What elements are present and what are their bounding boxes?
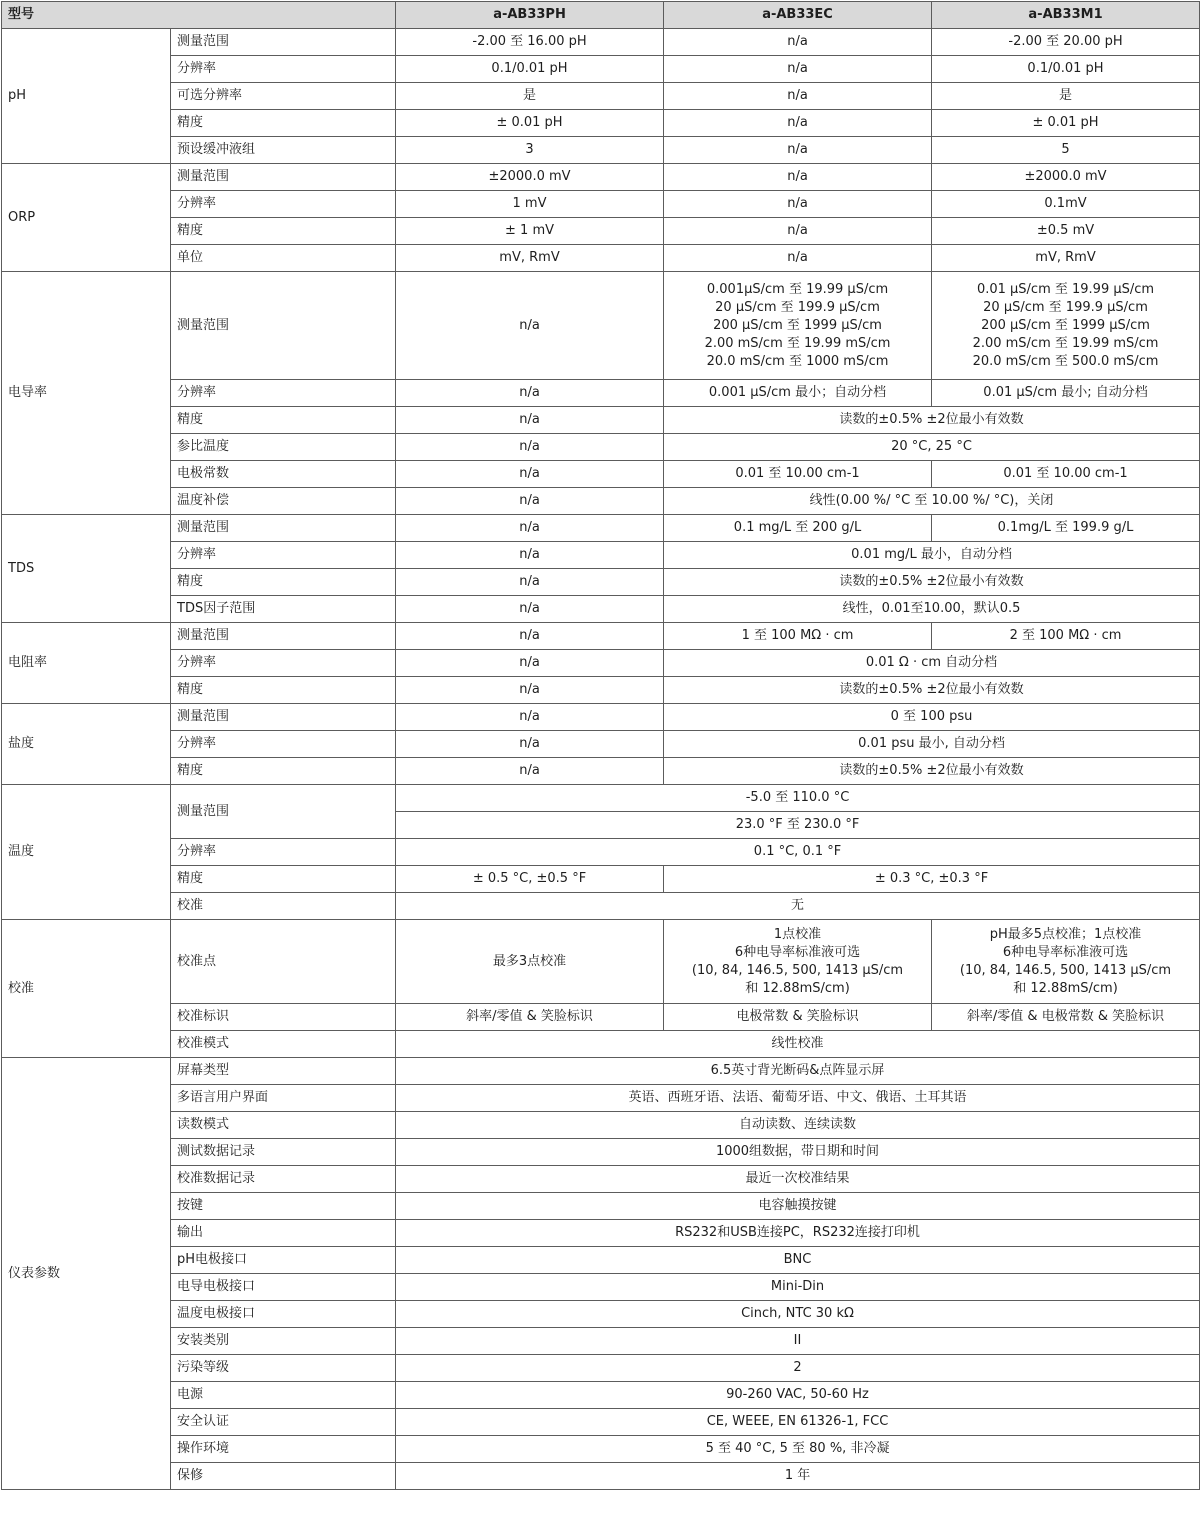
- value-cell: mV, RmV: [396, 245, 664, 272]
- param-label: 输出: [171, 1220, 396, 1247]
- group-label: 盐度: [2, 704, 171, 785]
- value-cell: 最近一次校准结果: [396, 1166, 1200, 1193]
- param-label: 精度: [171, 758, 396, 785]
- value-cell: 0.01 μS/cm 最小; 自动分档: [932, 380, 1200, 407]
- value-cell: n/a: [664, 110, 932, 137]
- value-cell: ± 0.3 °C, ±0.3 °F: [664, 866, 1200, 893]
- value-cell: RS232和USB连接PC，RS232连接打印机: [396, 1220, 1200, 1247]
- table-row: [2, 218, 1200, 245]
- value-cell: 23.0 °F 至 230.0 °F: [396, 812, 1200, 839]
- value-cell: 读数的±0.5% ±2位最小有效数: [664, 677, 1200, 704]
- value-cell: 1点校准 6种电导率标准液可选 (10, 84, 146.5, 500, 1413 μS/cm 和 12.88mS/cm): [664, 920, 932, 1004]
- value-cell: pH最多5点校准；1点校准 6种电导率标准液可选 (10, 84, 146.5, 500, 1413 μS/cm 和 12.88mS/cm): [932, 920, 1200, 1004]
- value-cell: 是: [396, 83, 664, 110]
- param-label: TDS因子范围: [171, 596, 396, 623]
- model-header-3: a-AB33M1: [932, 2, 1200, 29]
- value-cell: n/a: [396, 704, 664, 731]
- value-cell: n/a: [396, 515, 664, 542]
- table-row: [2, 1328, 1200, 1355]
- table-row: [2, 1004, 1200, 1031]
- value-cell: 线性校准: [396, 1031, 1200, 1058]
- param-label: 校准: [171, 893, 396, 920]
- table-row: [2, 461, 1200, 488]
- table-row: [2, 542, 1200, 569]
- value-cell: n/a: [664, 83, 932, 110]
- param-label: 校准数据记录: [171, 1166, 396, 1193]
- value-cell: 20 °C, 25 °C: [664, 434, 1200, 461]
- param-label: 测试数据记录: [171, 1139, 396, 1166]
- value-cell: 读数的±0.5% ±2位最小有效数: [664, 758, 1200, 785]
- spec-body: [2, 29, 1200, 1490]
- value-cell: ± 0.01 pH: [396, 110, 664, 137]
- value-cell: 0.01 μS/cm 至 19.99 μS/cm 20 μS/cm 至 199.9 μS/cm 200 μS/cm 至 1999 μS/cm 2.00 mS/cm 至 19.99 mS/cm 20.0 mS/cm 至 500.0 mS/cm: [932, 272, 1200, 380]
- param-label: 温度电极接口: [171, 1301, 396, 1328]
- param-label: 分辨率: [171, 191, 396, 218]
- value-cell: n/a: [664, 56, 932, 83]
- table-row: [2, 137, 1200, 164]
- value-cell: n/a: [396, 461, 664, 488]
- table-row: [2, 785, 1200, 812]
- value-cell: n/a: [396, 677, 664, 704]
- table-row: [2, 1301, 1200, 1328]
- table-row: [2, 731, 1200, 758]
- table-row: [2, 1220, 1200, 1247]
- value-cell: 0.001 μS/cm 最小；自动分档: [664, 380, 932, 407]
- group-label: TDS: [2, 515, 171, 623]
- group-label: 校准: [2, 920, 171, 1058]
- value-cell: 0.01 Ω · cm 自动分档: [664, 650, 1200, 677]
- param-label: 分辨率: [171, 731, 396, 758]
- param-label: 污染等级: [171, 1355, 396, 1382]
- table-row: [2, 677, 1200, 704]
- param-label: 精度: [171, 866, 396, 893]
- value-cell: -2.00 至 16.00 pH: [396, 29, 664, 56]
- table-row: [2, 1112, 1200, 1139]
- param-label: 精度: [171, 407, 396, 434]
- table-row: [2, 380, 1200, 407]
- table-row: [2, 488, 1200, 515]
- value-cell: 0.1/0.01 pH: [396, 56, 664, 83]
- value-cell: Cinch, NTC 30 kΩ: [396, 1301, 1200, 1328]
- param-label: 安装类别: [171, 1328, 396, 1355]
- param-label: 测量范围: [171, 272, 396, 380]
- group-label: ORP: [2, 164, 171, 272]
- table-row: [2, 245, 1200, 272]
- value-cell: n/a: [396, 380, 664, 407]
- table-row: [2, 434, 1200, 461]
- table-row: [2, 1139, 1200, 1166]
- param-label: 分辨率: [171, 56, 396, 83]
- param-label: 屏幕类型: [171, 1058, 396, 1085]
- param-label: 读数模式: [171, 1112, 396, 1139]
- value-cell: n/a: [664, 29, 932, 56]
- table-row: [2, 1382, 1200, 1409]
- table-row: [2, 164, 1200, 191]
- group-label: 电阻率: [2, 623, 171, 704]
- param-label: 温度补偿: [171, 488, 396, 515]
- value-cell: 斜率/零值 & 电极常数 & 笑脸标识: [932, 1004, 1200, 1031]
- value-cell: 5: [932, 137, 1200, 164]
- value-cell: 斜率/零值 & 笑脸标识: [396, 1004, 664, 1031]
- param-label: 电源: [171, 1382, 396, 1409]
- value-cell: 0.01 至 10.00 cm-1: [932, 461, 1200, 488]
- table-row: [2, 1247, 1200, 1274]
- table-row: [2, 1166, 1200, 1193]
- value-cell: n/a: [664, 218, 932, 245]
- table-row: [2, 1355, 1200, 1382]
- value-cell: n/a: [664, 191, 932, 218]
- param-label: 预设缓冲液组: [171, 137, 396, 164]
- value-cell: n/a: [664, 137, 932, 164]
- param-label: 按键: [171, 1193, 396, 1220]
- value-cell: 2: [396, 1355, 1200, 1382]
- value-cell: 无: [396, 893, 1200, 920]
- model-header-1: a-AB33PH: [396, 2, 664, 29]
- group-label: pH: [2, 29, 171, 164]
- table-row: [2, 1058, 1200, 1085]
- spec-table: [1, 1, 1200, 1490]
- table-row: [2, 920, 1200, 1004]
- value-cell: 读数的±0.5% ±2位最小有效数: [664, 407, 1200, 434]
- value-cell: n/a: [396, 569, 664, 596]
- param-label: 校准点: [171, 920, 396, 1004]
- value-cell: 0 至 100 psu: [664, 704, 1200, 731]
- table-row: [2, 191, 1200, 218]
- table-row: [2, 839, 1200, 866]
- table-row: [2, 1031, 1200, 1058]
- table-row: [2, 1085, 1200, 1112]
- value-cell: 0.1mg/L 至 199.9 g/L: [932, 515, 1200, 542]
- value-cell: 2 至 100 MΩ · cm: [932, 623, 1200, 650]
- value-cell: -2.00 至 20.00 pH: [932, 29, 1200, 56]
- table-row: [2, 272, 1200, 380]
- param-label: 可选分辨率: [171, 83, 396, 110]
- table-row: [2, 29, 1200, 56]
- param-label: 单位: [171, 245, 396, 272]
- value-cell: 线性，0.01至10.00，默认0.5: [664, 596, 1200, 623]
- value-cell: 6.5英寸背光断码&点阵显示屏: [396, 1058, 1200, 1085]
- value-cell: 5 至 40 °C, 5 至 80 %, 非冷凝: [396, 1436, 1200, 1463]
- param-label: 电极常数: [171, 461, 396, 488]
- table-row: [2, 893, 1200, 920]
- value-cell: ±2000.0 mV: [932, 164, 1200, 191]
- param-label: 分辨率: [171, 380, 396, 407]
- param-label: 分辨率: [171, 839, 396, 866]
- table-row: [2, 704, 1200, 731]
- param-label: 分辨率: [171, 542, 396, 569]
- param-label: 保修: [171, 1463, 396, 1490]
- table-row: [2, 758, 1200, 785]
- value-cell: ±0.5 mV: [932, 218, 1200, 245]
- value-cell: n/a: [664, 164, 932, 191]
- param-label: pH电极接口: [171, 1247, 396, 1274]
- table-row: [2, 1436, 1200, 1463]
- value-cell: 3: [396, 137, 664, 164]
- param-label: 精度: [171, 218, 396, 245]
- value-cell: CE, WEEE, EN 61326-1, FCC: [396, 1409, 1200, 1436]
- param-label: 测量范围: [171, 29, 396, 56]
- group-label: 电导率: [2, 272, 171, 515]
- table-row: [2, 1274, 1200, 1301]
- table-row: [2, 83, 1200, 110]
- table-row: [2, 596, 1200, 623]
- table-row: [2, 866, 1200, 893]
- param-label: 测量范围: [171, 515, 396, 542]
- table-row: [2, 56, 1200, 83]
- param-label: 测量范围: [171, 785, 396, 839]
- table-row: [2, 1193, 1200, 1220]
- value-cell: n/a: [664, 245, 932, 272]
- value-cell: n/a: [396, 623, 664, 650]
- table-row: [2, 650, 1200, 677]
- value-cell: n/a: [396, 731, 664, 758]
- value-cell: 1 mV: [396, 191, 664, 218]
- param-label: 电导电极接口: [171, 1274, 396, 1301]
- value-cell: 0.001μS/cm 至 19.99 μS/cm 20 μS/cm 至 199.9 μS/cm 200 μS/cm 至 1999 μS/cm 2.00 mS/cm 至 19.99 mS/cm 20.0 mS/cm 至 1000 mS/cm: [664, 272, 932, 380]
- table-row: [2, 515, 1200, 542]
- table-row: [2, 110, 1200, 137]
- value-cell: 电极常数 & 笑脸标识: [664, 1004, 932, 1031]
- value-cell: n/a: [396, 488, 664, 515]
- param-label: 精度: [171, 677, 396, 704]
- header-row: [2, 2, 1200, 29]
- param-label: 精度: [171, 110, 396, 137]
- value-cell: 0.1 °C, 0.1 °F: [396, 839, 1200, 866]
- value-cell: ± 0.5 °C, ±0.5 °F: [396, 866, 664, 893]
- group-label: 仪表参数: [2, 1058, 171, 1490]
- value-cell: n/a: [396, 542, 664, 569]
- value-cell: 最多3点校准: [396, 920, 664, 1004]
- value-cell: ± 1 mV: [396, 218, 664, 245]
- value-cell: ±2000.0 mV: [396, 164, 664, 191]
- param-label: 操作环境: [171, 1436, 396, 1463]
- value-cell: 0.1/0.01 pH: [932, 56, 1200, 83]
- value-cell: 0.01 mg/L 最小，自动分档: [664, 542, 1200, 569]
- param-label: 校准模式: [171, 1031, 396, 1058]
- param-label: 测量范围: [171, 164, 396, 191]
- value-cell: n/a: [396, 272, 664, 380]
- table-row: [2, 1409, 1200, 1436]
- value-cell: n/a: [396, 758, 664, 785]
- model-header-2: a-AB33EC: [664, 2, 932, 29]
- value-cell: n/a: [396, 434, 664, 461]
- group-label: 温度: [2, 785, 171, 920]
- value-cell: II: [396, 1328, 1200, 1355]
- value-cell: 1 年: [396, 1463, 1200, 1490]
- value-cell: n/a: [396, 407, 664, 434]
- value-cell: 0.1 mg/L 至 200 g/L: [664, 515, 932, 542]
- table-row: [2, 569, 1200, 596]
- value-cell: BNC: [396, 1247, 1200, 1274]
- value-cell: mV, RmV: [932, 245, 1200, 272]
- param-label: 参比温度: [171, 434, 396, 461]
- value-cell: 自动读数、连续读数: [396, 1112, 1200, 1139]
- value-cell: 读数的±0.5% ±2位最小有效数: [664, 569, 1200, 596]
- value-cell: 电容触摸按键: [396, 1193, 1200, 1220]
- param-label: 多语言用户界面: [171, 1085, 396, 1112]
- value-cell: 90-260 VAC, 50-60 Hz: [396, 1382, 1200, 1409]
- param-label: 测量范围: [171, 704, 396, 731]
- value-cell: n/a: [396, 596, 664, 623]
- value-cell: 0.01 psu 最小, 自动分档: [664, 731, 1200, 758]
- value-cell: 0.01 至 10.00 cm-1: [664, 461, 932, 488]
- value-cell: ± 0.01 pH: [932, 110, 1200, 137]
- value-cell: 是: [932, 83, 1200, 110]
- value-cell: 线性(0.00 %/ °C 至 10.00 %/ °C)，关闭: [664, 488, 1200, 515]
- table-row: [2, 407, 1200, 434]
- model-header-label: 型号: [2, 2, 396, 29]
- table-row: [2, 623, 1200, 650]
- value-cell: 0.1mV: [932, 191, 1200, 218]
- value-cell: 1 至 100 MΩ · cm: [664, 623, 932, 650]
- param-label: 测量范围: [171, 623, 396, 650]
- param-label: 分辨率: [171, 650, 396, 677]
- value-cell: Mini-Din: [396, 1274, 1200, 1301]
- value-cell: n/a: [396, 650, 664, 677]
- value-cell: 1000组数据，带日期和时间: [396, 1139, 1200, 1166]
- param-label: 校准标识: [171, 1004, 396, 1031]
- param-label: 安全认证: [171, 1409, 396, 1436]
- param-label: 精度: [171, 569, 396, 596]
- value-cell: -5.0 至 110.0 °C: [396, 785, 1200, 812]
- table-row: [2, 1463, 1200, 1490]
- value-cell: 英语、西班牙语、法语、葡萄牙语、中文、俄语、土耳其语: [396, 1085, 1200, 1112]
